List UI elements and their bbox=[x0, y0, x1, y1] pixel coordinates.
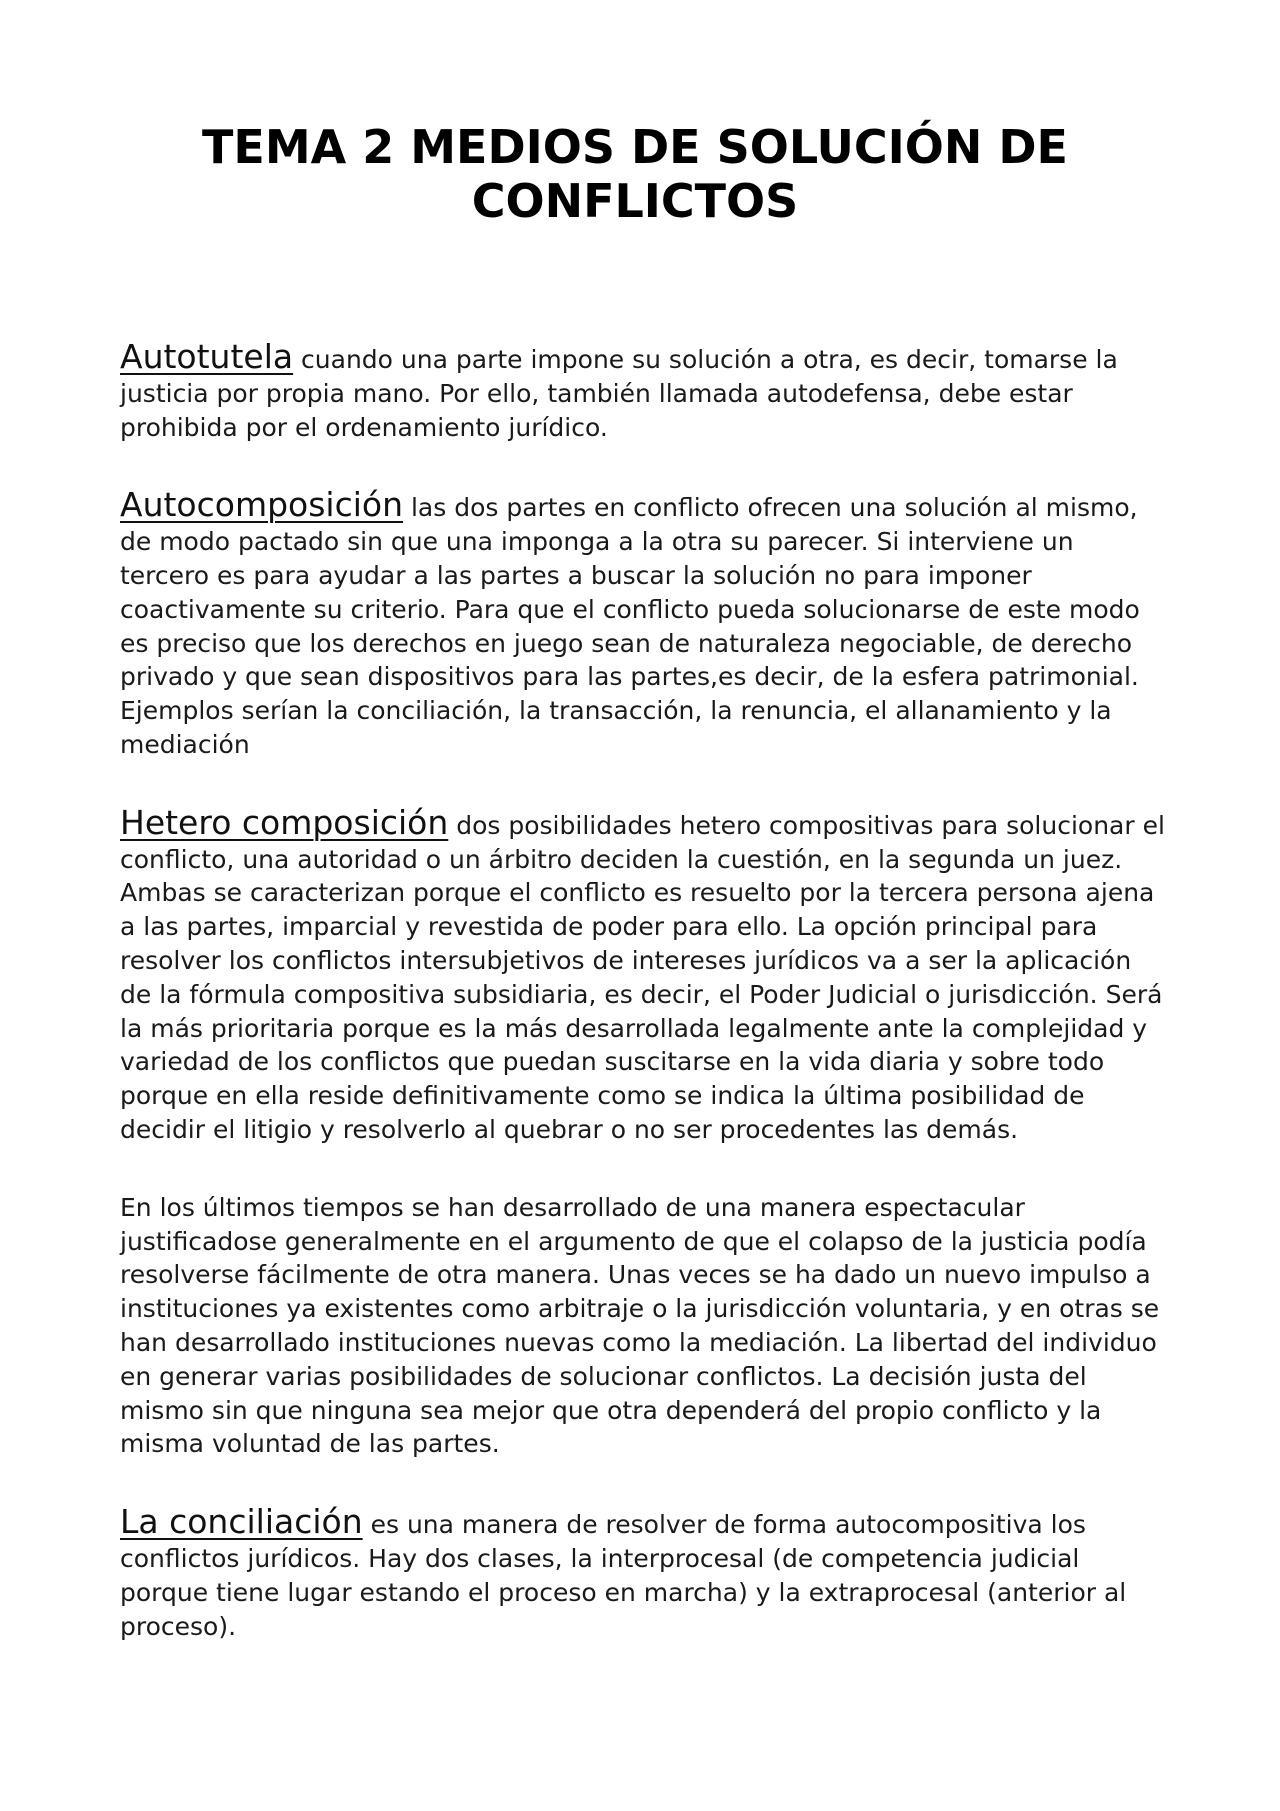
paragraph-text: En los últimos tiempos se han desarrollado de una manera espectacular justificadose generalmente en el argumento de que el colapso de la justicia podía resolverse fácilmente de otra manera. Unas veces se ha dado un nuevo impulso a instituciones ya existentes como arbitraje o la jurisdicción voluntaria, y en otras se han desarrollado instituciones nuevas como la mediación. La libertad del individuo en generar varias posibilidades de solucionar conflictos. La decisión justa del mismo sin que ninguna sea mejor que otra dependerá del propio conflicto y la misma voluntad de las partes. bbox=[120, 1192, 1160, 1459]
paragraph-text: cuando una parte impone su solución a otra, es decir, tomarse la justicia por propia mano. Por ello, también llamada autodefensa, debe estar prohibida por el ordenamiento jurídico. bbox=[120, 345, 1118, 442]
heading-conciliacion: La conciliación bbox=[120, 1502, 363, 1542]
title-line-2: CONFLICTOS bbox=[471, 174, 799, 228]
paragraph-hetero-composicion bbox=[120, 802, 1170, 1147]
paragraph-text: dos posibilidades hetero compositivas para solucionar el conflicto, una autoridad o un árbitro deciden la cuestión, en la segunda un juez. Ambas se caracterizan porque el conflicto es resuelto por la tercera persona ajena a las partes, imparcial y revestida de poder para ello. La opción principal para resolver los conflictos intersubjetivos de intereses jurídicos va a ser la aplicación de la fórmula compositiva subsidiaria, es decir, el Poder Judicial o jurisdicción. Será la más prioritaria porque es la más desarrollada legalmente ante la complejidad y variedad de los conflictos que puedan suscitarse en la vida diaria y sobre todo porque en ella reside definitivamente como se indica la última posibilidad de decidir el litigio y resolverlo al quebrar o no ser procedentes las demás. bbox=[120, 810, 1165, 1144]
document-title bbox=[120, 120, 1150, 228]
title-line-1: TEMA 2 MEDIOS DE SOLUCIÓN DE bbox=[202, 120, 1068, 174]
paragraph-ultimos-tiempos bbox=[120, 1191, 1170, 1461]
paragraph-text: es una manera de resolver de forma autocompositiva los conflictos jurídicos. Hay dos clases, la interprocesal (de competencia judicial porque tiene lugar estando el proceso en marcha) y la extraprocesal (anterior al proceso). bbox=[120, 1510, 1127, 1641]
heading-autotutela: Autotutela bbox=[120, 337, 294, 376]
paragraph-autocomposicion bbox=[120, 485, 1170, 761]
heading-hetero-composicion: Hetero composición bbox=[120, 802, 449, 842]
paragraph-text: las dos partes en conflicto ofrecen una solución al mismo, de modo pactado sin que una imponga a la otra su parecer. Si interviene un tercero es para ayudar a las partes a buscar la solución no para imponer coactivamente su criterio. Para que el conflicto pueda solucionarse de este modo es preciso que los derechos en juego sean de naturaleza negociable, de derecho privado y que sean dispositivos para las partes,es decir, de la esfera patrimonial. Ejemplos serían la conciliación, la transacción, la renuncia, el allanamiento y la mediación bbox=[120, 493, 1140, 759]
paragraph-autotutela bbox=[120, 337, 1170, 444]
paragraph-conciliacion bbox=[120, 1502, 1170, 1643]
heading-autocomposicion: Autocomposición bbox=[120, 485, 404, 525]
document-body bbox=[120, 337, 1170, 1687]
